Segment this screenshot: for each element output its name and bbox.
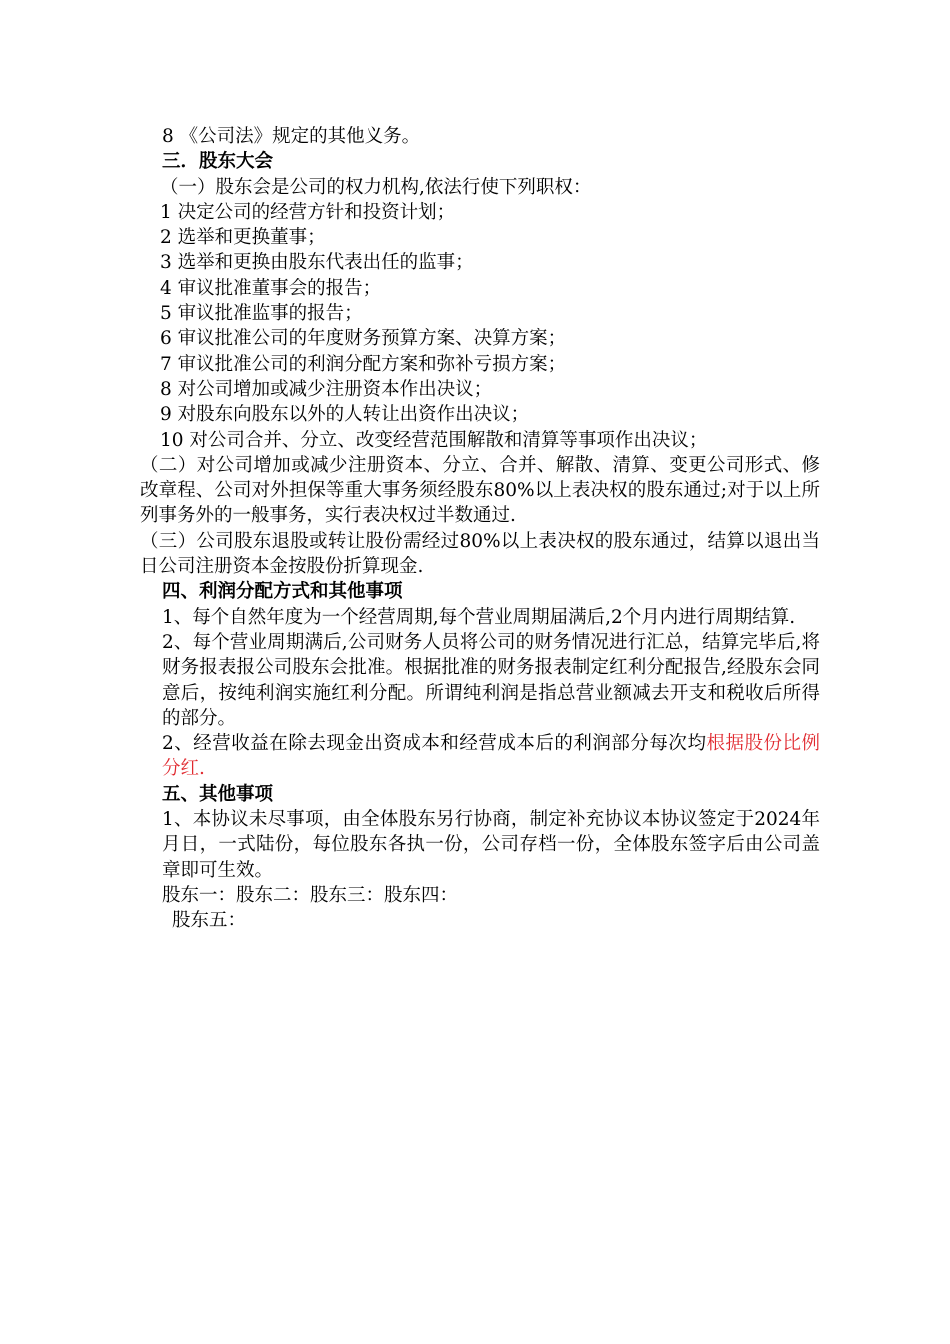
section-3-paragraph-3: （三）公司股东退股或转让股份需经过80%以上表决权的股东通过，结算以退出当日公司注册资本金按股份折算现金. xyxy=(140,530,820,578)
list-item: 3 选举和更换由股东代表出任的监事； xyxy=(160,252,474,274)
section-4-paragraph-3-text: 2、经营收益在除去现金出资成本和经营成本后的利润部分每次均 xyxy=(162,733,707,755)
list-item: 7 审议批准公司的利润分配方案和弥补亏损方案； xyxy=(160,353,567,375)
signature-line-1: 股东一：股东二：股东三：股东四： xyxy=(162,884,459,906)
list-item: 4 审议批准董事会的报告； xyxy=(160,277,382,299)
section-4-paragraph-2: 2、每个营业周期满后,公司财务人员将公司的财务情况进行汇总，结算完毕后,将财务报表报公司股东会批准。根据批准的财务报表制定红利分配报告,经股东会同意后，按纯利润实施红利分配。所谓纯利润是指总营业额减去开支和税收后所得的部分。 xyxy=(162,631,820,729)
section-3-intro: （一）股东会是公司的权力机构,依法行使下列职权： xyxy=(160,176,592,198)
section-4-paragraph-3 xyxy=(140,731,820,782)
section-3-paragraph-2: （二）对公司增加或减少注册资本、分立、合并、解散、清算、变更公司形式、修改章程、公司对外担保等重大事务须经股东80%以上表决权的股东通过;对于以上所列事务外的一般事务，实行表决权过半数通过. xyxy=(140,454,820,527)
section-4-heading: 四、利润分配方式和其他事项 xyxy=(162,581,403,603)
list-item: 6 审议批准公司的年度财务预算方案、决算方案； xyxy=(160,328,567,350)
list-item: 10 对公司合并、分立、改变经营范围解散和清算等事项作出决议； xyxy=(160,429,708,451)
highlighted-text: 根据股份比例分红. xyxy=(162,733,820,780)
list-item: 8 对公司增加或减少注册资本作出决议； xyxy=(160,378,493,400)
section-5-heading: 五、其他事项 xyxy=(162,783,274,805)
list-item: 2 选举和更换董事； xyxy=(160,227,326,249)
list-item: 9 对股东向股东以外的人转让出资作出决议； xyxy=(160,404,530,426)
list-item: 1 决定公司的经营方针和投资计划； xyxy=(160,201,456,223)
section-4-paragraph-1: 1、每个自然年度为一个经营周期,每个营业周期届满后,2个月内进行周期结算. xyxy=(162,606,796,628)
section-5-paragraph-1: 1、本协议未尽事项，由全体股东另行协商，制定补充协议本协议签定于2024年月日，一式陆份，每位股东各执一份，公司存档一份，全体股东签字后由公司盖章即可生效。 xyxy=(162,809,820,881)
section-3-heading: 三．股东大会 xyxy=(162,151,274,173)
document-body xyxy=(140,124,820,934)
duty-item-8: 8 《公司法》规定的其他义务。 xyxy=(162,126,421,147)
signature-line-2: 股东五： xyxy=(172,910,247,932)
list-item: 5 审议批准监事的报告； xyxy=(160,303,363,325)
